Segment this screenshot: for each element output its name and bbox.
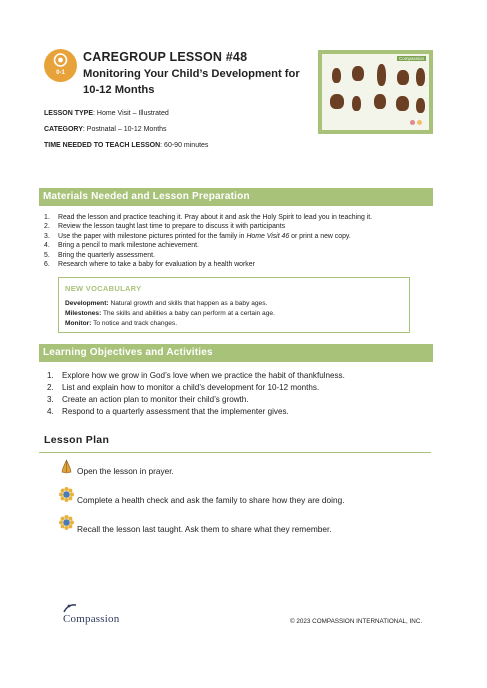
baby-figure: [416, 68, 425, 86]
baby-figure: [377, 64, 386, 86]
age-badge-code: 0-1: [56, 70, 65, 76]
list-item: 1. Explore how we grow in God’s love when we practice the habit of thankfulness.: [47, 371, 345, 380]
materials-list: [44, 213, 373, 269]
thumbnail-logo: Compassion: [398, 56, 424, 61]
list-item: 3. Use the paper with milestone pictures printed for the family in Home Visit 46 or print a new copy.: [44, 232, 351, 240]
baby-figure: [397, 70, 409, 85]
materials-heading: Materials Needed and Lesson Preparation: [39, 188, 433, 206]
sunflower-icon: [59, 487, 74, 502]
list-item: 6. Research where to take a baby for evaluation by a health worker: [44, 260, 255, 268]
baby-figure: [352, 96, 361, 111]
baby-figure: [396, 96, 409, 111]
lesson-plan-heading: Lesson Plan: [44, 434, 110, 446]
objectives-heading: Learning Objectives and Activities: [39, 344, 433, 362]
plan-step-text: Open the lesson in prayer.: [77, 466, 174, 476]
lesson-category: CATEGORY: Postnatal – 10-12 Months: [44, 126, 167, 133]
list-item: 4. Respond to a quarterly assessment that the implementer gives.: [47, 407, 289, 416]
list-item: 2. Review the lesson taught last time to prepare to discuss it with participants: [44, 223, 286, 231]
list-item: 3. Create an action plan to monitor their child’s growth.: [47, 395, 249, 404]
baby-figure: [332, 68, 341, 83]
compassion-logo-icon: [63, 603, 77, 613]
list-item: 4. Bring a pencil to mark milestone achievement.: [44, 242, 199, 250]
baby-figure: [330, 94, 344, 109]
list-item: 5. Bring the quarterly assessment.: [44, 251, 155, 259]
baby-figure: [416, 98, 425, 113]
compassion-logo: Compassion: [63, 613, 120, 625]
baby-icon: [51, 53, 70, 70]
list-item: 1. Read the lesson and practice teaching it. Pray about it and ask the Holy Spirit to lead you in teaching it.: [44, 214, 373, 221]
objectives-list: [47, 370, 345, 418]
age-badge: [44, 49, 77, 82]
vocabulary-heading: NEW VOCABULARY: [65, 284, 142, 293]
milestone-pictures-thumbnail: [318, 50, 433, 134]
lesson-title: CAREGROUP LESSON #48: [83, 50, 248, 64]
plan-step-text: Recall the lesson last taught. Ask them to share what they remember.: [77, 524, 332, 534]
list-item: 2. List and explain how to monitor a child’s development for 10-12 months.: [47, 383, 320, 392]
vocabulary-term: Development: Natural growth and skills that happen as a baby ages.: [65, 300, 268, 307]
vocabulary-box: [58, 277, 410, 333]
vocabulary-term: Milestones: The skills and abilities a baby can perform at a certain age.: [65, 310, 275, 317]
plan-step-text: Complete a health check and ask the family to share how they are doing.: [77, 495, 345, 505]
divider: [39, 452, 431, 453]
vocabulary-term: Monitor: To notice and track changes.: [65, 320, 178, 327]
baby-figure: [374, 94, 386, 109]
lesson-time: TIME NEEDED TO TEACH LESSON: 60-90 minutes: [44, 142, 209, 149]
thumbnail-decoration: [410, 120, 424, 126]
lesson-subtitle: Monitoring Your Child’s Development for 10-12 Months: [83, 68, 300, 96]
copyright-text: © 2023 COMPASSION INTERNATIONAL, INC.: [290, 618, 423, 625]
sunflower-icon: [59, 515, 74, 530]
praying-hands-icon: [59, 459, 74, 474]
baby-figure: [352, 66, 364, 81]
lesson-type: LESSON TYPE: Home Visit – Illustrated: [44, 110, 169, 117]
